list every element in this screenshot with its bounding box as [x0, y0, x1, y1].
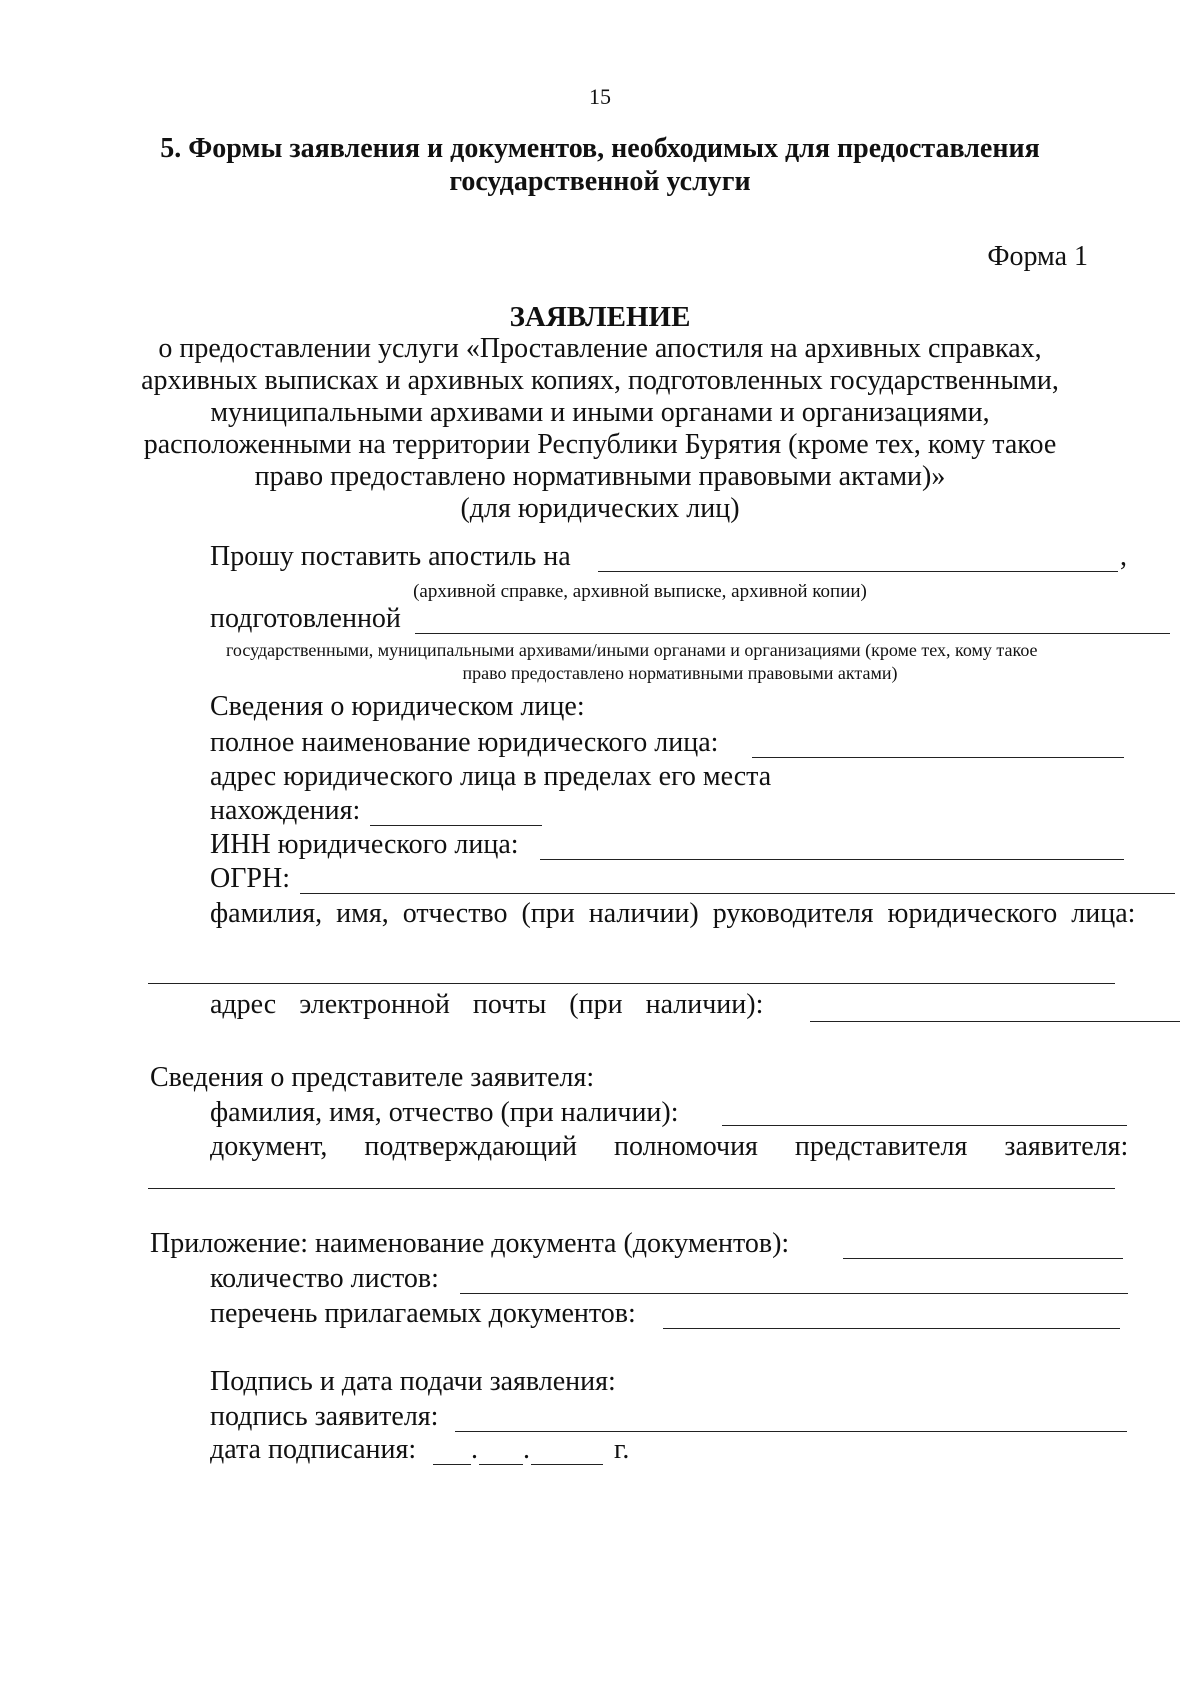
section-title-line2: государственной услуги [449, 166, 751, 197]
ogrn-field[interactable] [300, 893, 1175, 894]
date-dot-2: . [523, 1434, 530, 1465]
representative-document-label: документ, подтверждающий полномочия представителя заявителя: [210, 1131, 1129, 1162]
inn-field[interactable] [540, 859, 1124, 860]
inn-label: ИНН юридического лица: [210, 829, 519, 860]
subtitle-line-3: муниципальными архивами и иными органами и организациями, [210, 397, 990, 428]
date-year-field[interactable] [531, 1464, 603, 1465]
sheets-label: количество листов: [210, 1263, 439, 1294]
date-suffix: г. [614, 1434, 630, 1465]
form-label: Форма 1 [987, 241, 1088, 272]
attachment-list-label: перечень прилагаемых документов: [210, 1298, 636, 1329]
ogrn-label: ОГРН: [210, 863, 290, 894]
attachment-name-field[interactable] [843, 1258, 1123, 1259]
sheets-field[interactable] [460, 1293, 1128, 1294]
representative-document-field[interactable] [148, 1188, 1115, 1189]
signature-label: подпись заявителя: [210, 1401, 439, 1432]
section-title-line1: 5. Формы заявления и документов, необходимых для предоставления [160, 133, 1040, 164]
head-name-field[interactable] [148, 983, 1115, 984]
full-name-field[interactable] [752, 757, 1124, 758]
subtitle-line-4: расположенными на территории Республики Бурятия (кроме тех, кому такое [143, 429, 1057, 460]
request-hint: (архивной справке, архивной выписке, архивной копии) [413, 581, 867, 602]
attachment-heading: Приложение: наименование документа (документов): [150, 1228, 790, 1259]
full-name-label: полное наименование юридического лица: [210, 727, 719, 758]
prepared-by-field[interactable] [415, 633, 1170, 634]
apostille-document-field[interactable] [598, 571, 1118, 572]
attachment-list-field[interactable] [663, 1328, 1120, 1329]
signature-field[interactable] [455, 1431, 1127, 1432]
subtitle-line-5: право предоставлено нормативными правовыми актами)» [254, 461, 946, 492]
prepared-label: подготовленной [210, 603, 401, 634]
subtitle-line-2: архивных выписках и архивных копиях, подготовленных государственными, [141, 365, 1059, 396]
page-number: 15 [589, 84, 611, 109]
date-day-field[interactable] [433, 1464, 471, 1465]
signature-heading: Подпись и дата подачи заявления: [210, 1366, 616, 1397]
representative-name-field[interactable] [722, 1125, 1127, 1126]
email-field[interactable] [810, 1021, 1180, 1022]
date-month-field[interactable] [479, 1464, 523, 1465]
representative-heading: Сведения о представителе заявителя: [150, 1062, 595, 1093]
representative-name-label: фамилия, имя, отчество (при наличии): [210, 1097, 679, 1128]
prepared-hint-line1: государственными, муниципальными архивами/иными органами и организациями (кроме тех, кому такое [226, 640, 1038, 660]
address-label-line2: нахождения: [210, 795, 361, 826]
email-label: адрес электронной почты (при наличии): [210, 989, 764, 1020]
subtitle-line-1: о предоставлении услуги «Проставление апостиля на архивных справках, [158, 333, 1042, 364]
request-comma: , [1120, 541, 1127, 572]
legal-entity-heading: Сведения о юридическом лице: [210, 691, 585, 722]
address-field[interactable] [370, 825, 542, 826]
subtitle-line-6: (для юридических лиц) [460, 493, 740, 524]
statement-heading: ЗАЯВЛЕНИЕ [509, 301, 691, 333]
request-prefix: Прошу поставить апостиль на [210, 541, 571, 572]
address-label-line1: адрес юридического лица в пределах его места [210, 761, 772, 792]
prepared-hint-line2: право предоставлено нормативными правовыми актами) [462, 663, 898, 683]
date-label: дата подписания: [210, 1434, 417, 1465]
date-dot-1: . [471, 1434, 478, 1465]
head-name-label: фамилия, имя, отчество (при наличии) руководителя юридического лица: [210, 898, 1136, 929]
